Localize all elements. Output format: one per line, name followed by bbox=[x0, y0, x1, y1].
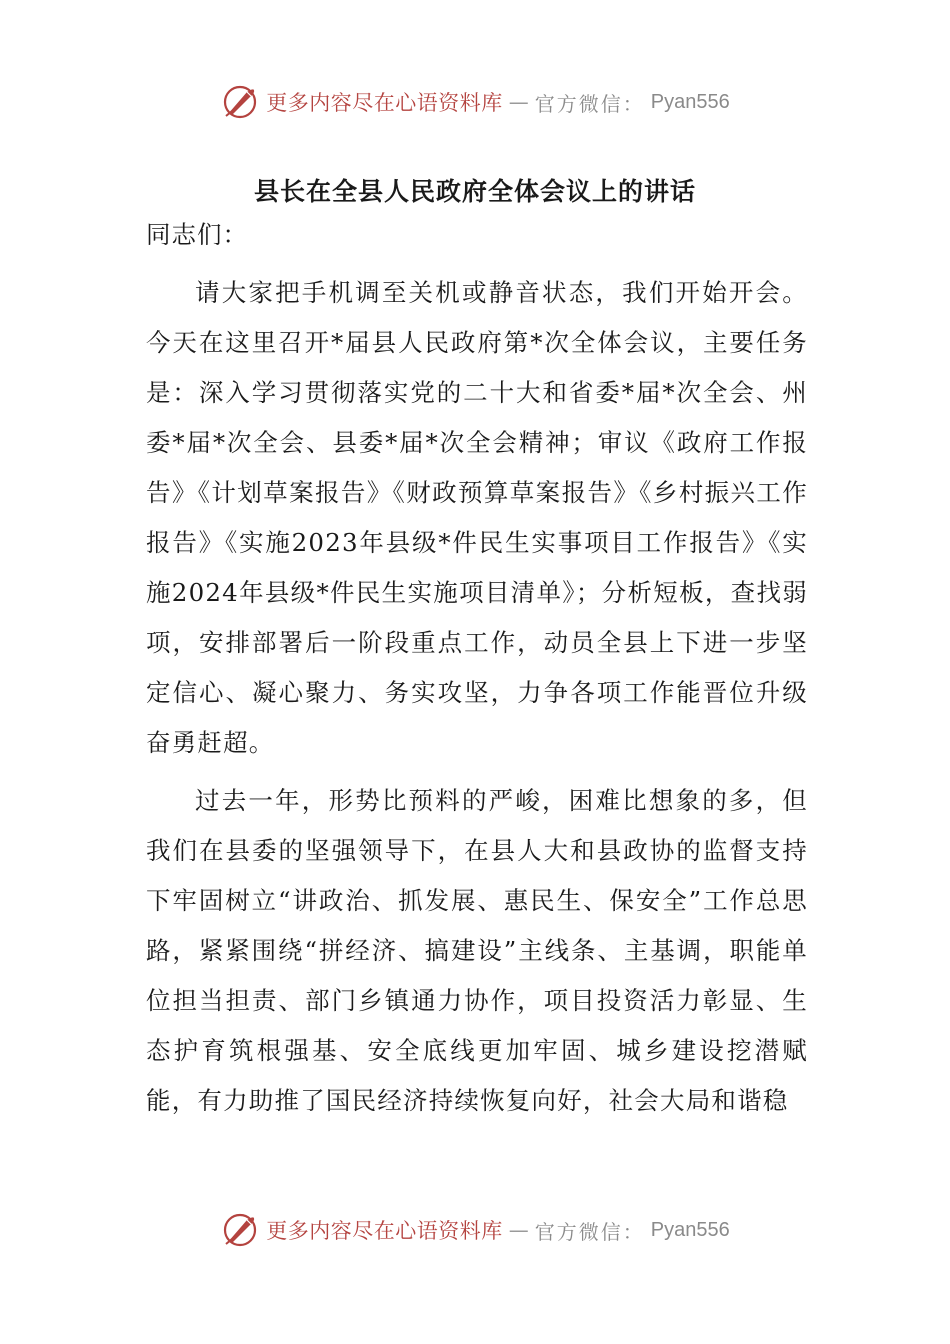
brand-text: 更多内容尽在心语资料库 bbox=[266, 1219, 503, 1243]
document-title: 县长在全县人民政府全体会议上的讲话 bbox=[253, 177, 696, 206]
separator-dash: — bbox=[508, 1218, 529, 1242]
footer-watermark bbox=[0, 1208, 950, 1252]
wechat-id: Pyan556 bbox=[650, 90, 730, 113]
brand-text: 更多内容尽在心语资料库 bbox=[266, 91, 503, 115]
wechat-label: 官方微信： bbox=[534, 1219, 645, 1244]
quill-pen-icon bbox=[220, 1210, 260, 1250]
paragraph: 请大家把手机调至关机或静音状态，我们开始开会。今天在这里召开*届县人民政府第*次全体会议，主要任务是：深入学习贯彻落实党的二十大和省委*届*次全会、州委*届*次全会、县委*届*次全会精神；审议《政府工作报告》《计划草案报告》《财政预算草案报告》《乡村振兴工作报告》《实施2023年县级*件民生实事项目工作报告》《实施2024年县级*件民生实施项目清单》；分析短板，查找弱项，安排部署后一阶段重点工作，动员全县上下进一步坚定信心、凝心聚力、务实攻坚，力争各项工作能晋位升级奋勇赶超。 bbox=[146, 278, 808, 757]
document-body bbox=[146, 208, 808, 1126]
header-watermark bbox=[0, 80, 950, 124]
wechat-label: 官方微信： bbox=[534, 91, 645, 116]
paragraph: 过去一年，形势比预料的严峻，困难比想象的多，但我们在县委的坚强领导下，在县人大和县政协的监督支持下牢固树立“讲政治、抓发展、惠民生、保安全”工作总思路，紧紧围绕“拼经济、搞建设”主线条、主基调，职能单位担当担责、部门乡镇通力协作，项目投资活力彰显、生态护育筑根强基、安全底线更加牢固、城乡建设挖潜赋能，有力助推了国民经济持续恢复向好，社会大局和谐稳 bbox=[146, 786, 808, 1115]
salutation: 同志们： bbox=[146, 220, 248, 249]
separator-dash: — bbox=[508, 90, 529, 114]
wechat-id: Pyan556 bbox=[650, 1218, 730, 1241]
quill-pen-icon bbox=[220, 82, 260, 122]
